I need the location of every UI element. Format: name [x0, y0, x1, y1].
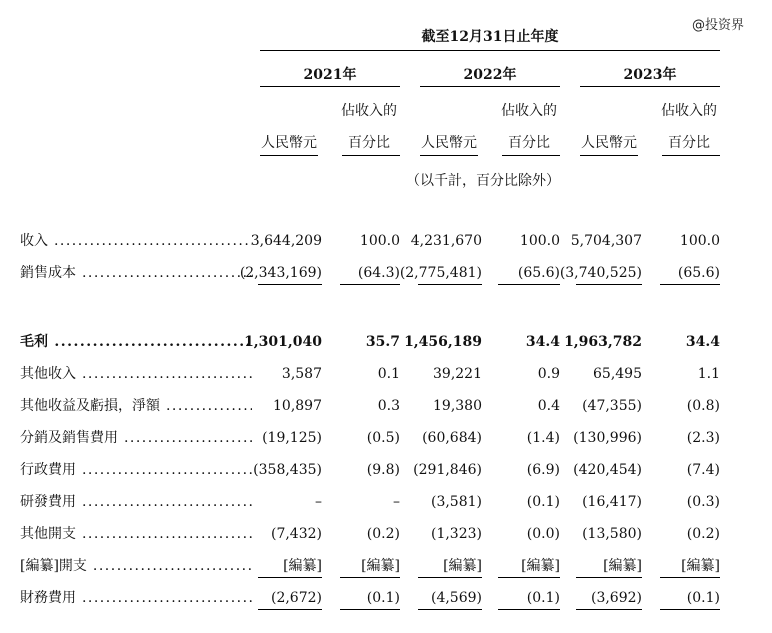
subtotal-rule	[576, 284, 642, 285]
row-label: 其他收入 .....	[20, 358, 252, 390]
pct-2022-cell: (65.6)	[517, 265, 560, 281]
subtotal-rule	[258, 609, 322, 610]
pct-2023-cell: [編纂]	[681, 558, 720, 574]
column-rule	[662, 155, 720, 156]
amount-2021-cell: (2,672)	[270, 590, 322, 606]
amount-2022-cell: 19,380	[433, 398, 482, 414]
year-rule	[580, 86, 720, 87]
table-row	[20, 454, 760, 486]
row-label: 分銷及銷售費用 .....	[20, 422, 252, 454]
subtotal-rule	[576, 577, 642, 578]
subtotal-rule	[418, 284, 482, 285]
subtotal-rule	[418, 577, 482, 578]
column-rule	[342, 155, 400, 156]
amount-header: 人民幣元	[261, 135, 317, 151]
pct-2022-cell: 0.9	[537, 366, 560, 382]
row-label: 研發費用 .....	[20, 486, 252, 518]
amount-2022-cell: [編纂]	[443, 558, 482, 574]
pct-2021-cell: 100.0	[359, 233, 400, 249]
pct-2022-cell: 0.4	[537, 398, 560, 414]
row-label: 行政費用 .....	[20, 454, 252, 486]
pct-2022-cell: (0.0)	[526, 526, 560, 542]
year-2021: 2021年	[303, 67, 357, 83]
subtotal-rule	[340, 284, 400, 285]
unit-note: （以千計，百分比除外）	[406, 173, 560, 189]
amount-2023-cell: (420,454)	[573, 462, 642, 478]
amount-2022-cell: (1,323)	[430, 526, 482, 542]
row-label: 毛利 .....	[20, 326, 252, 358]
pct-header-line1: 佔收入的	[341, 103, 397, 119]
subtotal-rule	[660, 609, 720, 610]
amount-2021-cell: (358,435)	[253, 462, 322, 478]
pct-2021-cell: (9.8)	[366, 462, 400, 478]
pct-2021-cell: (0.1)	[366, 590, 400, 606]
year-2023: 2023年	[623, 67, 677, 83]
amount-2023-cell: (130,996)	[573, 430, 642, 446]
table-row	[20, 358, 760, 390]
period-rule	[260, 50, 720, 51]
subtotal-rule	[660, 284, 720, 285]
amount-2022-cell: 1,456,189	[404, 334, 482, 350]
column-rule	[260, 155, 318, 156]
year-rule	[420, 86, 560, 87]
year-2022: 2022年	[463, 67, 517, 83]
amount-2023-cell: 65,495	[593, 366, 642, 382]
subtotal-rule	[498, 609, 560, 610]
subtotal-rule	[498, 577, 560, 578]
pct-2023-cell: (0.2)	[686, 526, 720, 542]
table-row	[20, 390, 760, 422]
pct-2023-cell: (65.6)	[677, 265, 720, 281]
pct-2023-cell: (0.8)	[686, 398, 720, 414]
pct-2022-cell: (1.4)	[526, 430, 560, 446]
pct-2022-cell: 100.0	[519, 233, 560, 249]
pct-2021-cell: (64.3)	[357, 265, 400, 281]
row-label: 銷售成本 .....	[20, 257, 252, 289]
pct-2021-cell: 0.3	[377, 398, 400, 414]
pct-2023-cell: 34.4	[685, 334, 720, 350]
table-row	[20, 550, 760, 582]
amount-2021-cell: (2,343,169)	[239, 265, 322, 281]
subtotal-rule	[340, 577, 400, 578]
pct-2021-cell: (0.2)	[366, 526, 400, 542]
row-label: 財務費用 .....	[20, 582, 252, 614]
amount-2022-cell: 39,221	[433, 366, 482, 382]
amount-2023-cell: (16,417)	[582, 494, 642, 510]
pct-2023-cell: 1.1	[697, 366, 720, 382]
amount-2023-cell: 5,704,307	[570, 233, 642, 249]
subtotal-rule	[498, 284, 560, 285]
pct-header-line1: 佔收入的	[661, 103, 717, 119]
table-row	[20, 225, 760, 257]
amount-2023-cell: 1,963,782	[564, 334, 642, 350]
amount-2022-cell: (4,569)	[430, 590, 482, 606]
pct-header-line1: 佔收入的	[501, 103, 557, 119]
amount-2021-cell: 10,897	[273, 398, 322, 414]
amount-2021-cell: (19,125)	[262, 430, 322, 446]
amount-2022-cell: (60,684)	[422, 430, 482, 446]
pct-2022-cell: [編纂]	[521, 558, 560, 574]
row-label: [編纂]開支 .....	[20, 550, 252, 582]
amount-2022-cell: (3,581)	[430, 494, 482, 510]
amount-2021-cell: 3,644,209	[250, 233, 322, 249]
column-rule	[580, 155, 638, 156]
pct-2023-cell: (7.4)	[686, 462, 720, 478]
pct-2023-cell: (2.3)	[686, 430, 720, 446]
pct-2023-cell: (0.1)	[686, 590, 720, 606]
pct-2021-cell: [編纂]	[361, 558, 400, 574]
amount-2023-cell: (47,355)	[582, 398, 642, 414]
subtotal-rule	[258, 284, 322, 285]
table-row	[20, 582, 760, 614]
table-row	[20, 422, 760, 454]
subtotal-rule	[576, 609, 642, 610]
pct-2022-cell: (0.1)	[526, 590, 560, 606]
pct-header-line2: 百分比	[668, 135, 710, 151]
amount-2021-cell: (7,432)	[270, 526, 322, 542]
amount-header: 人民幣元	[421, 135, 477, 151]
pct-2021-cell: (0.5)	[366, 430, 400, 446]
pct-header-line2: 百分比	[508, 135, 550, 151]
amount-2023-cell: (13,580)	[582, 526, 642, 542]
amount-2021-cell: –	[315, 494, 322, 510]
subtotal-rule	[258, 577, 322, 578]
column-rule	[420, 155, 478, 156]
table-row	[20, 257, 760, 289]
row-label: 其他收益及虧損，淨額 .....	[20, 390, 252, 422]
subtotal-rule	[340, 609, 400, 610]
pct-2021-cell: 0.1	[377, 366, 400, 382]
pct-2021-cell: –	[393, 494, 400, 510]
watermark: @投资界	[692, 18, 745, 33]
pct-2023-cell: (0.3)	[686, 494, 720, 510]
pct-2022-cell: (6.9)	[526, 462, 560, 478]
row-label: 收入 .....	[20, 225, 252, 257]
table-row	[20, 326, 760, 358]
subtotal-rule	[660, 577, 720, 578]
amount-2023-cell: (3,692)	[590, 590, 642, 606]
year-rule	[260, 86, 400, 87]
amount-header: 人民幣元	[581, 135, 637, 151]
amount-2022-cell: (291,846)	[413, 462, 482, 478]
amount-2023-cell: (3,740,525)	[559, 265, 642, 281]
subtotal-rule	[418, 609, 482, 610]
pct-header-line2: 百分比	[348, 135, 390, 151]
amount-2023-cell: [編纂]	[603, 558, 642, 574]
period-header: 截至12月31日止年度	[421, 29, 559, 45]
pct-2021-cell: 35.7	[365, 334, 400, 350]
amount-2022-cell: 4,231,670	[410, 233, 482, 249]
pct-2022-cell: (0.1)	[526, 494, 560, 510]
pct-2022-cell: 34.4	[525, 334, 560, 350]
pct-2023-cell: 100.0	[679, 233, 720, 249]
table-row	[20, 518, 760, 550]
column-rule	[502, 155, 560, 156]
row-label: 其他開支 .....	[20, 518, 252, 550]
amount-2022-cell: (2,775,481)	[399, 265, 482, 281]
amount-2021-cell: 1,301,040	[244, 334, 322, 350]
amount-2021-cell: 3,587	[281, 366, 322, 382]
amount-2021-cell: [編纂]	[283, 558, 322, 574]
table-row	[20, 486, 760, 518]
